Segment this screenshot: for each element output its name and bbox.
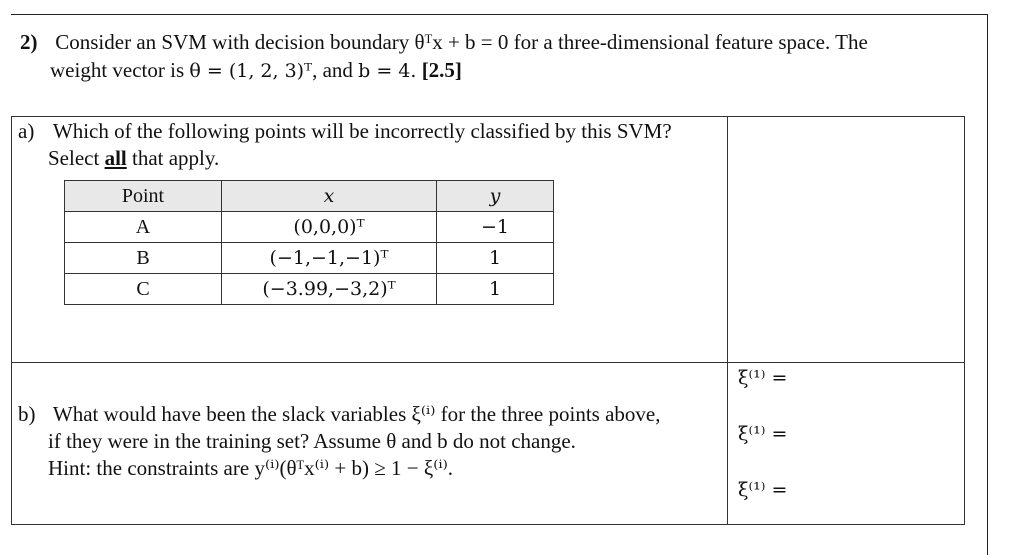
question-line1: Consider an SVM with decision boundary θᵀx + b = 0 for a three-dimensional feature space. The <box>55 30 868 54</box>
question-line2-prefix: weight vector is <box>50 58 185 82</box>
row-y: 1 <box>437 243 554 274</box>
points-table <box>64 180 554 305</box>
part-a-label: a) <box>18 119 35 143</box>
grid-vertical-divider <box>727 116 728 525</box>
and-b-text: , and <box>312 58 353 82</box>
part-a-line2-suffix: that apply. <box>131 146 220 170</box>
part-b <box>18 401 723 482</box>
theta-value: θ = (1, 2, 3)ᵀ <box>189 60 313 82</box>
question-header <box>20 28 980 85</box>
part-a-line2-prefix: Select <box>48 146 100 170</box>
part-a-emphasis: all <box>104 146 127 170</box>
answer-xi-1[interactable]: ξ⁽¹⁾ = <box>738 367 788 389</box>
part-b-line2: if they were in the training set? Assume θ and b do not change. <box>48 429 576 453</box>
part-b-label: b) <box>18 402 36 426</box>
part-a <box>18 118 718 172</box>
answer-xi-3[interactable]: ξ⁽¹⁾ = <box>738 479 788 501</box>
b-value: b = 4. <box>358 60 417 82</box>
table-header-row <box>65 181 554 212</box>
row-x: (−3.99,−3,2)ᵀ <box>222 274 437 305</box>
part-a-line1: Which of the following points will be incorrectly classified by this SVM? <box>52 119 672 143</box>
part-b-hint: Hint: the constraints are y⁽ⁱ⁾(θᵀx⁽ⁱ⁾ + b) ≥ 1 − ξ⁽ⁱ⁾. <box>48 456 454 480</box>
question-number: 2) <box>20 30 38 54</box>
header-point: Point <box>65 181 222 212</box>
answer-xi-2[interactable]: ξ⁽¹⁾ = <box>738 423 788 445</box>
header-y: y <box>437 181 554 212</box>
row-x: (0,0,0)ᵀ <box>222 212 437 243</box>
header-x: x <box>222 181 437 212</box>
table-row <box>65 212 554 243</box>
grid-horizontal-divider <box>11 362 965 363</box>
table-row <box>65 243 554 274</box>
row-y: −1 <box>437 212 554 243</box>
row-point: C <box>65 274 222 305</box>
row-point: A <box>65 212 222 243</box>
page-right-rule <box>987 14 988 555</box>
page-top-rule <box>11 14 988 15</box>
marks: [2.5] <box>421 58 462 82</box>
row-point: B <box>65 243 222 274</box>
part-b-line1: What would have been the slack variables ξ⁽ⁱ⁾ for the three points above, <box>52 402 661 426</box>
table-row <box>65 274 554 305</box>
row-y: 1 <box>437 274 554 305</box>
row-x: (−1,−1,−1)ᵀ <box>222 243 437 274</box>
